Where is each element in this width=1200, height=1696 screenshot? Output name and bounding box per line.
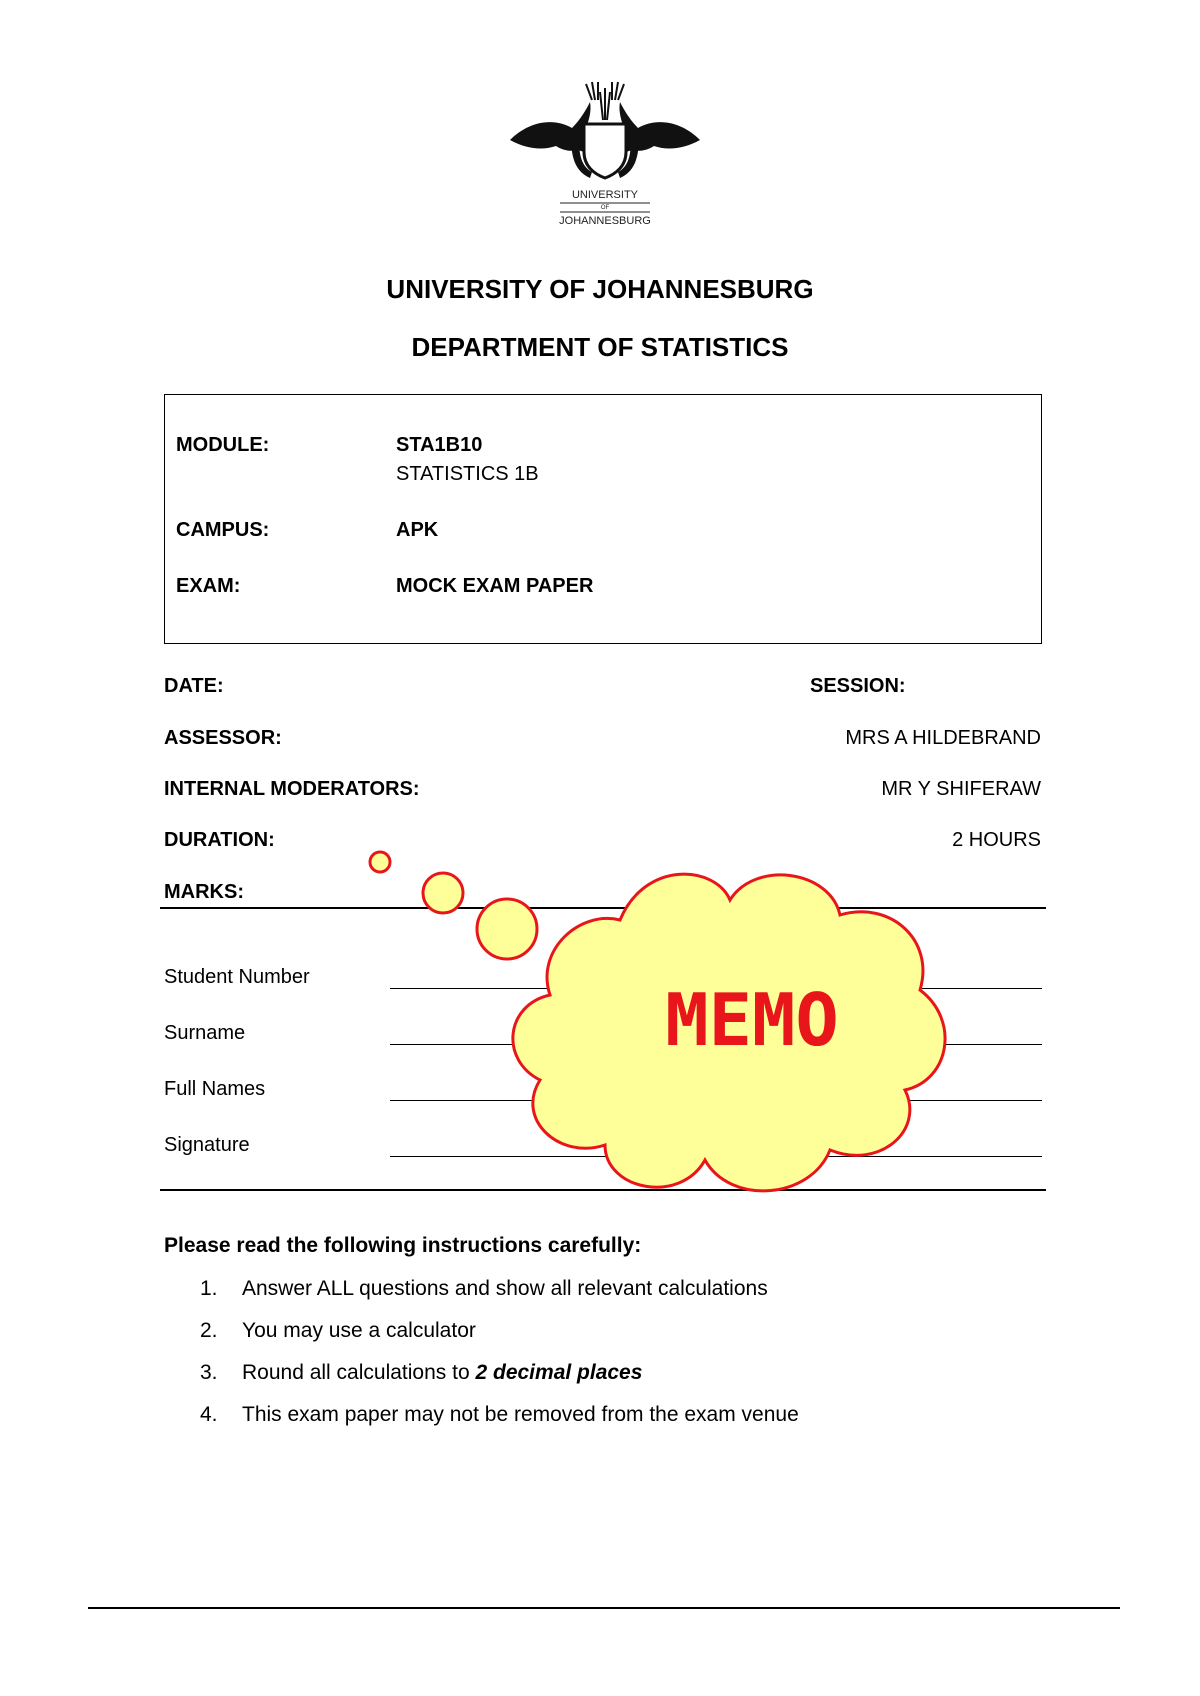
svg-text:JOHANNESBURG: JOHANNESBURG [559,215,651,227]
assessor-label: ASSESSOR: [164,727,282,749]
campus-value: APK [396,519,439,541]
memo-text: MEMO [665,978,839,1062]
session-label: SESSION: [810,675,906,697]
instruction-3-text [242,1361,642,1385]
full-names-label: Full Names [164,1078,266,1100]
surname-label: Surname [164,1022,246,1044]
instruction-1-text: Answer ALL questions and show all relevant calculations [242,1277,768,1300]
module-label: MODULE: [176,434,270,456]
svg-text:OF: OF [600,205,610,211]
instructions-heading: Please read the following instructions carefully: [164,1234,642,1257]
instruction-1-num: 1. [200,1277,218,1300]
marks-label: MARKS: [164,881,244,903]
module-box [164,394,1042,644]
student-number-label: Student Number [164,966,310,988]
duration-value: 2 HOURS [952,829,1041,851]
svg-text:UNIVERSITY: UNIVERSITY [571,189,639,201]
instruction-3-before: Round all calculations to [242,1361,476,1384]
instruction-4-text: This exam paper may not be removed from the exam venue [242,1403,799,1426]
campus-label: CAMPUS: [176,519,270,541]
duration-label: DURATION: [164,829,275,851]
university-title: UNIVERSITY OF JOHANNESBURG [386,274,814,304]
footer-rule [88,1607,1120,1609]
assessor-value: MRS A HILDEBRAND [845,727,1041,749]
memo-stamp [360,840,1010,1210]
moderators-label: INTERNAL MODERATORS: [164,778,420,800]
department-title: DEPARTMENT OF STATISTICS [411,332,789,362]
instruction-2-text: You may use a calculator [242,1319,476,1342]
date-label: DATE: [164,675,224,697]
module-code: STA1B10 [396,434,483,456]
instruction-4-num: 4. [200,1403,218,1426]
exam-value: MOCK EXAM PAPER [396,575,594,597]
university-logo [500,80,710,240]
exam-label: EXAM: [176,575,241,597]
signature-label: Signature [164,1134,250,1156]
moderators-value: MR Y SHIFERAW [881,778,1041,800]
instruction-3-num: 3. [200,1361,218,1384]
module-name: STATISTICS 1B [396,463,539,485]
instruction-2-num: 2. [200,1319,218,1342]
instruction-3-emphasis: 2 decimal places [475,1361,643,1384]
